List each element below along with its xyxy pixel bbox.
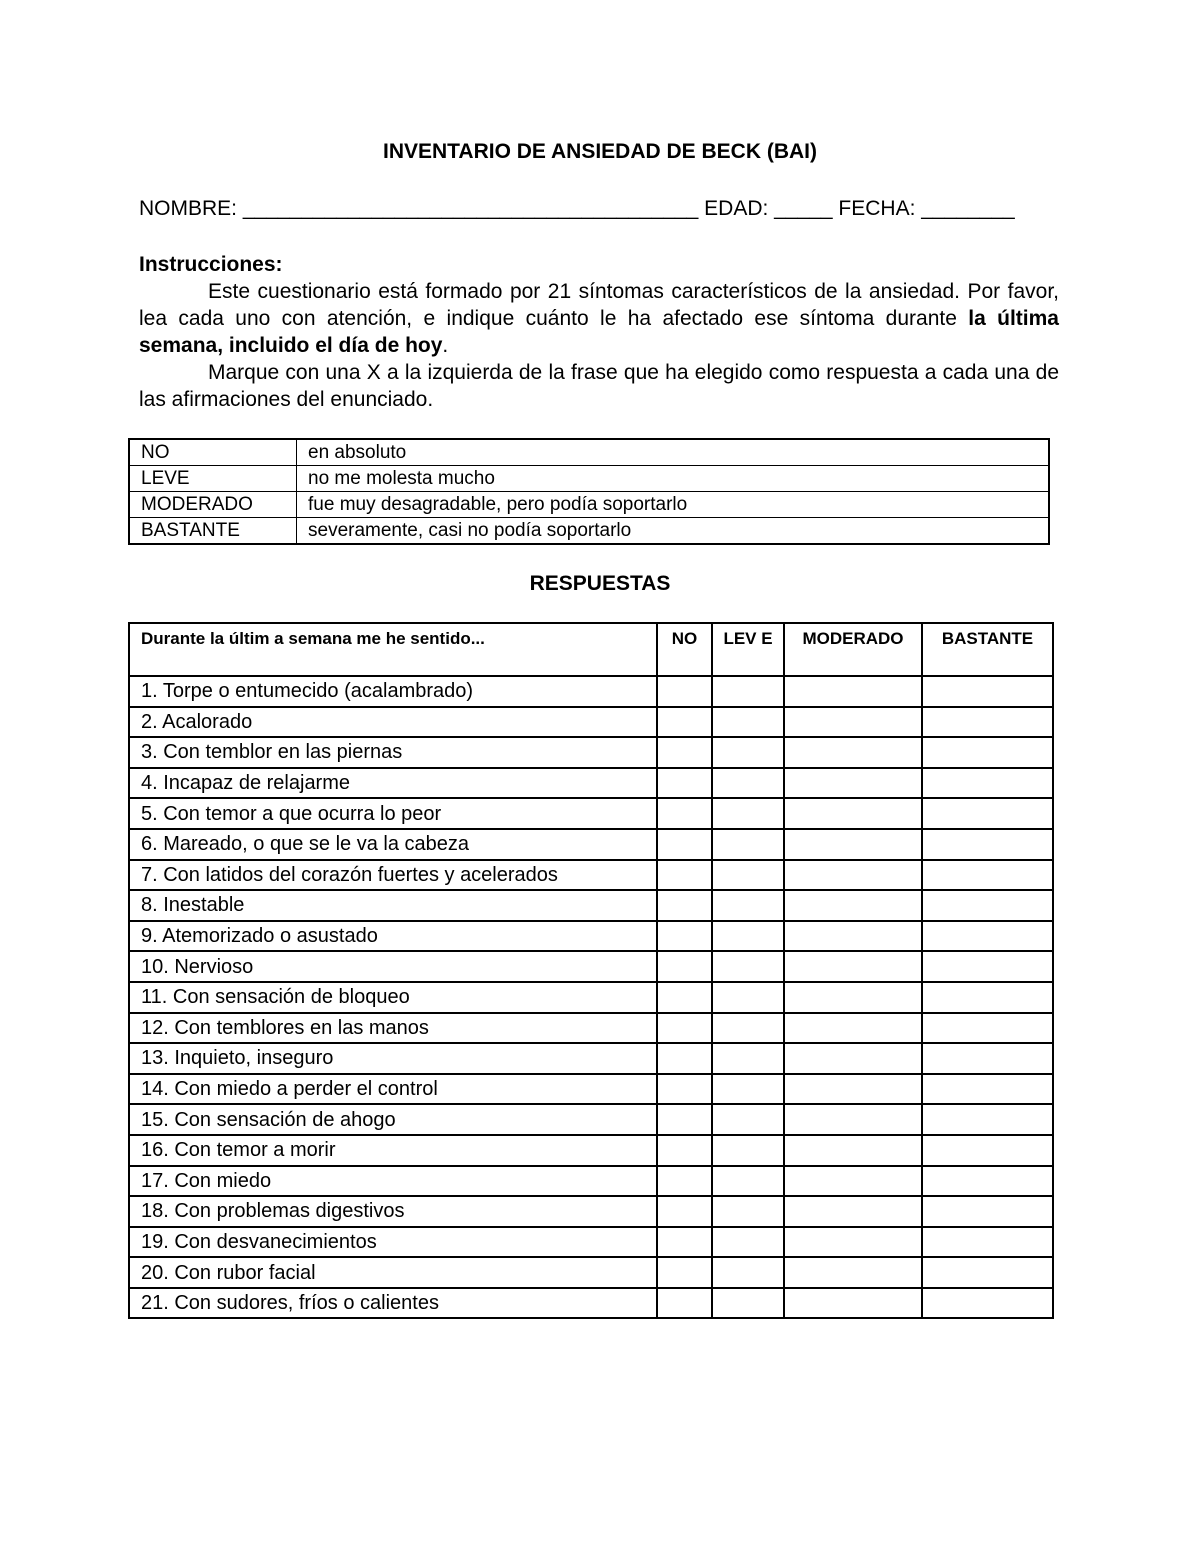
table-row [129,1257,1053,1288]
answer-cell-no[interactable] [657,921,712,952]
answer-cell-no[interactable] [657,1135,712,1166]
answers-header-row [129,623,1053,676]
answer-cell-leve[interactable] [712,707,784,738]
answer-cell-no[interactable] [657,798,712,829]
answer-cell-no[interactable] [657,1166,712,1197]
table-row [129,1104,1053,1135]
answer-cell-bastante[interactable] [922,1074,1053,1105]
instructions-p1-end: . [442,334,449,357]
answer-cell-moderado[interactable] [784,890,922,921]
symptom-label: 3. Con temblor en las piernas [129,737,657,768]
scale-row [129,518,1049,545]
answer-cell-no[interactable] [657,860,712,891]
instructions-paragraph-2: Marque con una X a la izquierda de la frase que ha elegido como respuesta a cada una de las afirmaciones del enunciado. [139,361,1059,411]
answer-cell-moderado[interactable] [784,1288,922,1319]
respuestas-title: RESPUESTAS [529,572,671,595]
answer-cell-leve[interactable] [712,798,784,829]
answer-cell-no[interactable] [657,829,712,860]
answer-cell-bastante[interactable] [922,707,1053,738]
answer-cell-bastante[interactable] [922,829,1053,860]
answer-cell-no[interactable] [657,1288,712,1319]
answer-cell-leve[interactable] [712,982,784,1013]
answer-cell-no[interactable] [657,982,712,1013]
scale-row [129,439,1049,466]
answer-cell-leve[interactable] [712,737,784,768]
symptom-label: 2. Acalorado [129,707,657,738]
symptom-label: 10. Nervioso [129,951,657,982]
answer-cell-no[interactable] [657,1074,712,1105]
answer-cell-no[interactable] [657,1257,712,1288]
answer-cell-no[interactable] [657,676,712,707]
answer-cell-moderado[interactable] [784,798,922,829]
answer-cell-leve[interactable] [712,1013,784,1044]
question-header: Durante la últim a semana me he sentido... [129,623,657,676]
answer-cell-moderado[interactable] [784,676,922,707]
table-row [129,951,1053,982]
table-row [129,1043,1053,1074]
instructions-heading: Instrucciones: [139,253,283,276]
answer-cell-bastante[interactable] [922,860,1053,891]
answer-cell-moderado[interactable] [784,982,922,1013]
answer-cell-leve[interactable] [712,1043,784,1074]
symptom-label: 14. Con miedo a perder el control [129,1074,657,1105]
symptom-label: 5. Con temor a que ocurra lo peor [129,798,657,829]
table-row [129,1196,1053,1227]
answers-table [128,622,1054,1319]
scale-row [129,492,1049,518]
instructions-paragraph-1 [139,278,1059,359]
answer-cell-leve[interactable] [712,829,784,860]
answer-cell-bastante[interactable] [922,676,1053,707]
bastante-header: BASTANTE [922,623,1053,676]
answer-cell-moderado[interactable] [784,1257,922,1288]
answer-cell-moderado[interactable] [784,1013,922,1044]
answer-cell-leve[interactable] [712,768,784,799]
answer-cell-moderado[interactable] [784,921,922,952]
answer-cell-leve[interactable] [712,921,784,952]
answer-cell-leve[interactable] [712,1227,784,1258]
table-row [129,768,1053,799]
symptom-label: 9. Atemorizado o asustado [129,921,657,952]
scale-desc: en absoluto [297,439,1050,466]
answer-cell-no[interactable] [657,737,712,768]
answer-cell-moderado[interactable] [784,1166,922,1197]
table-row [129,1166,1053,1197]
answer-cell-bastante[interactable] [922,768,1053,799]
answer-cell-leve[interactable] [712,951,784,982]
answer-cell-bastante[interactable] [922,921,1053,952]
answer-cell-moderado[interactable] [784,1104,922,1135]
answer-cell-no[interactable] [657,1104,712,1135]
answer-cell-moderado[interactable] [784,737,922,768]
answer-cell-bastante[interactable] [922,1196,1053,1227]
answer-cell-no[interactable] [657,1043,712,1074]
instructions-p1-text: Este cuestionario está formado por 21 síntomas característicos de la ansiedad. Por favor, lea cada uno con atención, e indique cuánto le ha afectado ese síntoma durante [139,280,1059,330]
scale-desc: no me molesta mucho [297,466,1050,492]
answer-cell-bastante[interactable] [922,1104,1053,1135]
answer-cell-leve[interactable] [712,676,784,707]
answer-cell-bastante[interactable] [922,982,1053,1013]
symptom-label: 13. Inquieto, inseguro [129,1043,657,1074]
table-row [129,829,1053,860]
answer-cell-bastante[interactable] [922,1257,1053,1288]
answer-cell-no[interactable] [657,1013,712,1044]
scale-desc: severamente, casi no podía soportarlo [297,518,1050,545]
answer-cell-no[interactable] [657,890,712,921]
answer-cell-moderado[interactable] [784,860,922,891]
answer-cell-bastante[interactable] [922,1288,1053,1319]
symptom-label: 1. Torpe o entumecido (acalambrado) [129,676,657,707]
leve-header [712,623,784,676]
answer-cell-no[interactable] [657,768,712,799]
table-row [129,1135,1053,1166]
symptom-label: 16. Con temor a morir [129,1135,657,1166]
answer-cell-leve[interactable] [712,1104,784,1135]
scale-key: LEVE [129,466,297,492]
symptom-label: 17. Con miedo [129,1166,657,1197]
symptom-label: 19. Con desvanecimientos [129,1227,657,1258]
answer-cell-bastante[interactable] [922,798,1053,829]
answer-cell-moderado[interactable] [784,1043,922,1074]
scale-row [129,466,1049,492]
symptom-label: 4. Incapaz de relajarme [129,768,657,799]
symptom-label: 20. Con rubor facial [129,1257,657,1288]
moderado-header: MODERADO [784,623,922,676]
answer-cell-bastante[interactable] [922,1166,1053,1197]
document-title: INVENTARIO DE ANSIEDAD DE BECK (BAI) [382,140,818,163]
answer-cell-bastante[interactable] [922,890,1053,921]
answer-cell-moderado[interactable] [784,768,922,799]
answer-cell-bastante[interactable] [922,737,1053,768]
answer-cell-moderado[interactable] [784,1074,922,1105]
symptom-label: 18. Con problemas digestivos [129,1196,657,1227]
answer-cell-bastante[interactable] [922,1043,1053,1074]
table-row [129,921,1053,952]
table-row [129,1013,1053,1044]
answer-cell-moderado[interactable] [784,1135,922,1166]
instructions-section [139,251,1059,413]
scale-key: BASTANTE [129,518,297,545]
answers-body [129,676,1053,1318]
answer-cell-bastante[interactable] [922,1013,1053,1044]
answer-cell-leve[interactable] [712,1166,784,1197]
answer-cell-moderado[interactable] [784,1227,922,1258]
answer-cell-no[interactable] [657,1196,712,1227]
scale-key: NO [129,439,297,466]
leve-header-text: LEV E [723,629,773,648]
symptom-label: 21. Con sudores, fríos o calientes [129,1288,657,1319]
answer-cell-moderado[interactable] [784,951,922,982]
answer-cell-leve[interactable] [712,1135,784,1166]
scale-legend-table [128,438,1050,545]
answer-cell-leve[interactable] [712,860,784,891]
answer-cell-moderado[interactable] [784,707,922,738]
table-row [129,1074,1053,1105]
answer-cell-leve[interactable] [712,1257,784,1288]
answer-cell-leve[interactable] [712,1288,784,1319]
symptom-label: 11. Con sensación de bloqueo [129,982,657,1013]
answer-cell-bastante[interactable] [922,951,1053,982]
answer-cell-no[interactable] [657,951,712,982]
answer-cell-leve[interactable] [712,890,784,921]
answer-cell-no[interactable] [657,707,712,738]
symptom-label: 6. Mareado, o que se le va la cabeza [129,829,657,860]
table-row [129,737,1053,768]
answer-cell-leve[interactable] [712,1074,784,1105]
answer-cell-leve[interactable] [712,1196,784,1227]
table-row [129,1288,1053,1319]
table-row [129,707,1053,738]
instructions-p1-bold: la última semana, incluido el día de hoy [139,307,1059,357]
symptom-label: 15. Con sensación de ahogo [129,1104,657,1135]
table-row [129,982,1053,1013]
scale-desc: fue muy desagradable, pero podía soportarlo [297,492,1050,518]
table-row [129,890,1053,921]
scale-key: MODERADO [129,492,297,518]
symptom-label: 8. Inestable [129,890,657,921]
answer-cell-no[interactable] [657,1227,712,1258]
answer-cell-bastante[interactable] [922,1135,1053,1166]
table-row [129,798,1053,829]
name-age-date-line: NOMBRE: _______________________________________ EDAD: _____ FECHA: ________ [139,197,1015,220]
no-header: NO [657,623,712,676]
symptom-label: 7. Con latidos del corazón fuertes y acelerados [129,860,657,891]
answer-cell-moderado[interactable] [784,1196,922,1227]
symptom-label: 12. Con temblores en las manos [129,1013,657,1044]
table-row [129,1227,1053,1258]
table-row [129,860,1053,891]
answer-cell-bastante[interactable] [922,1227,1053,1258]
table-row [129,676,1053,707]
answer-cell-moderado[interactable] [784,829,922,860]
